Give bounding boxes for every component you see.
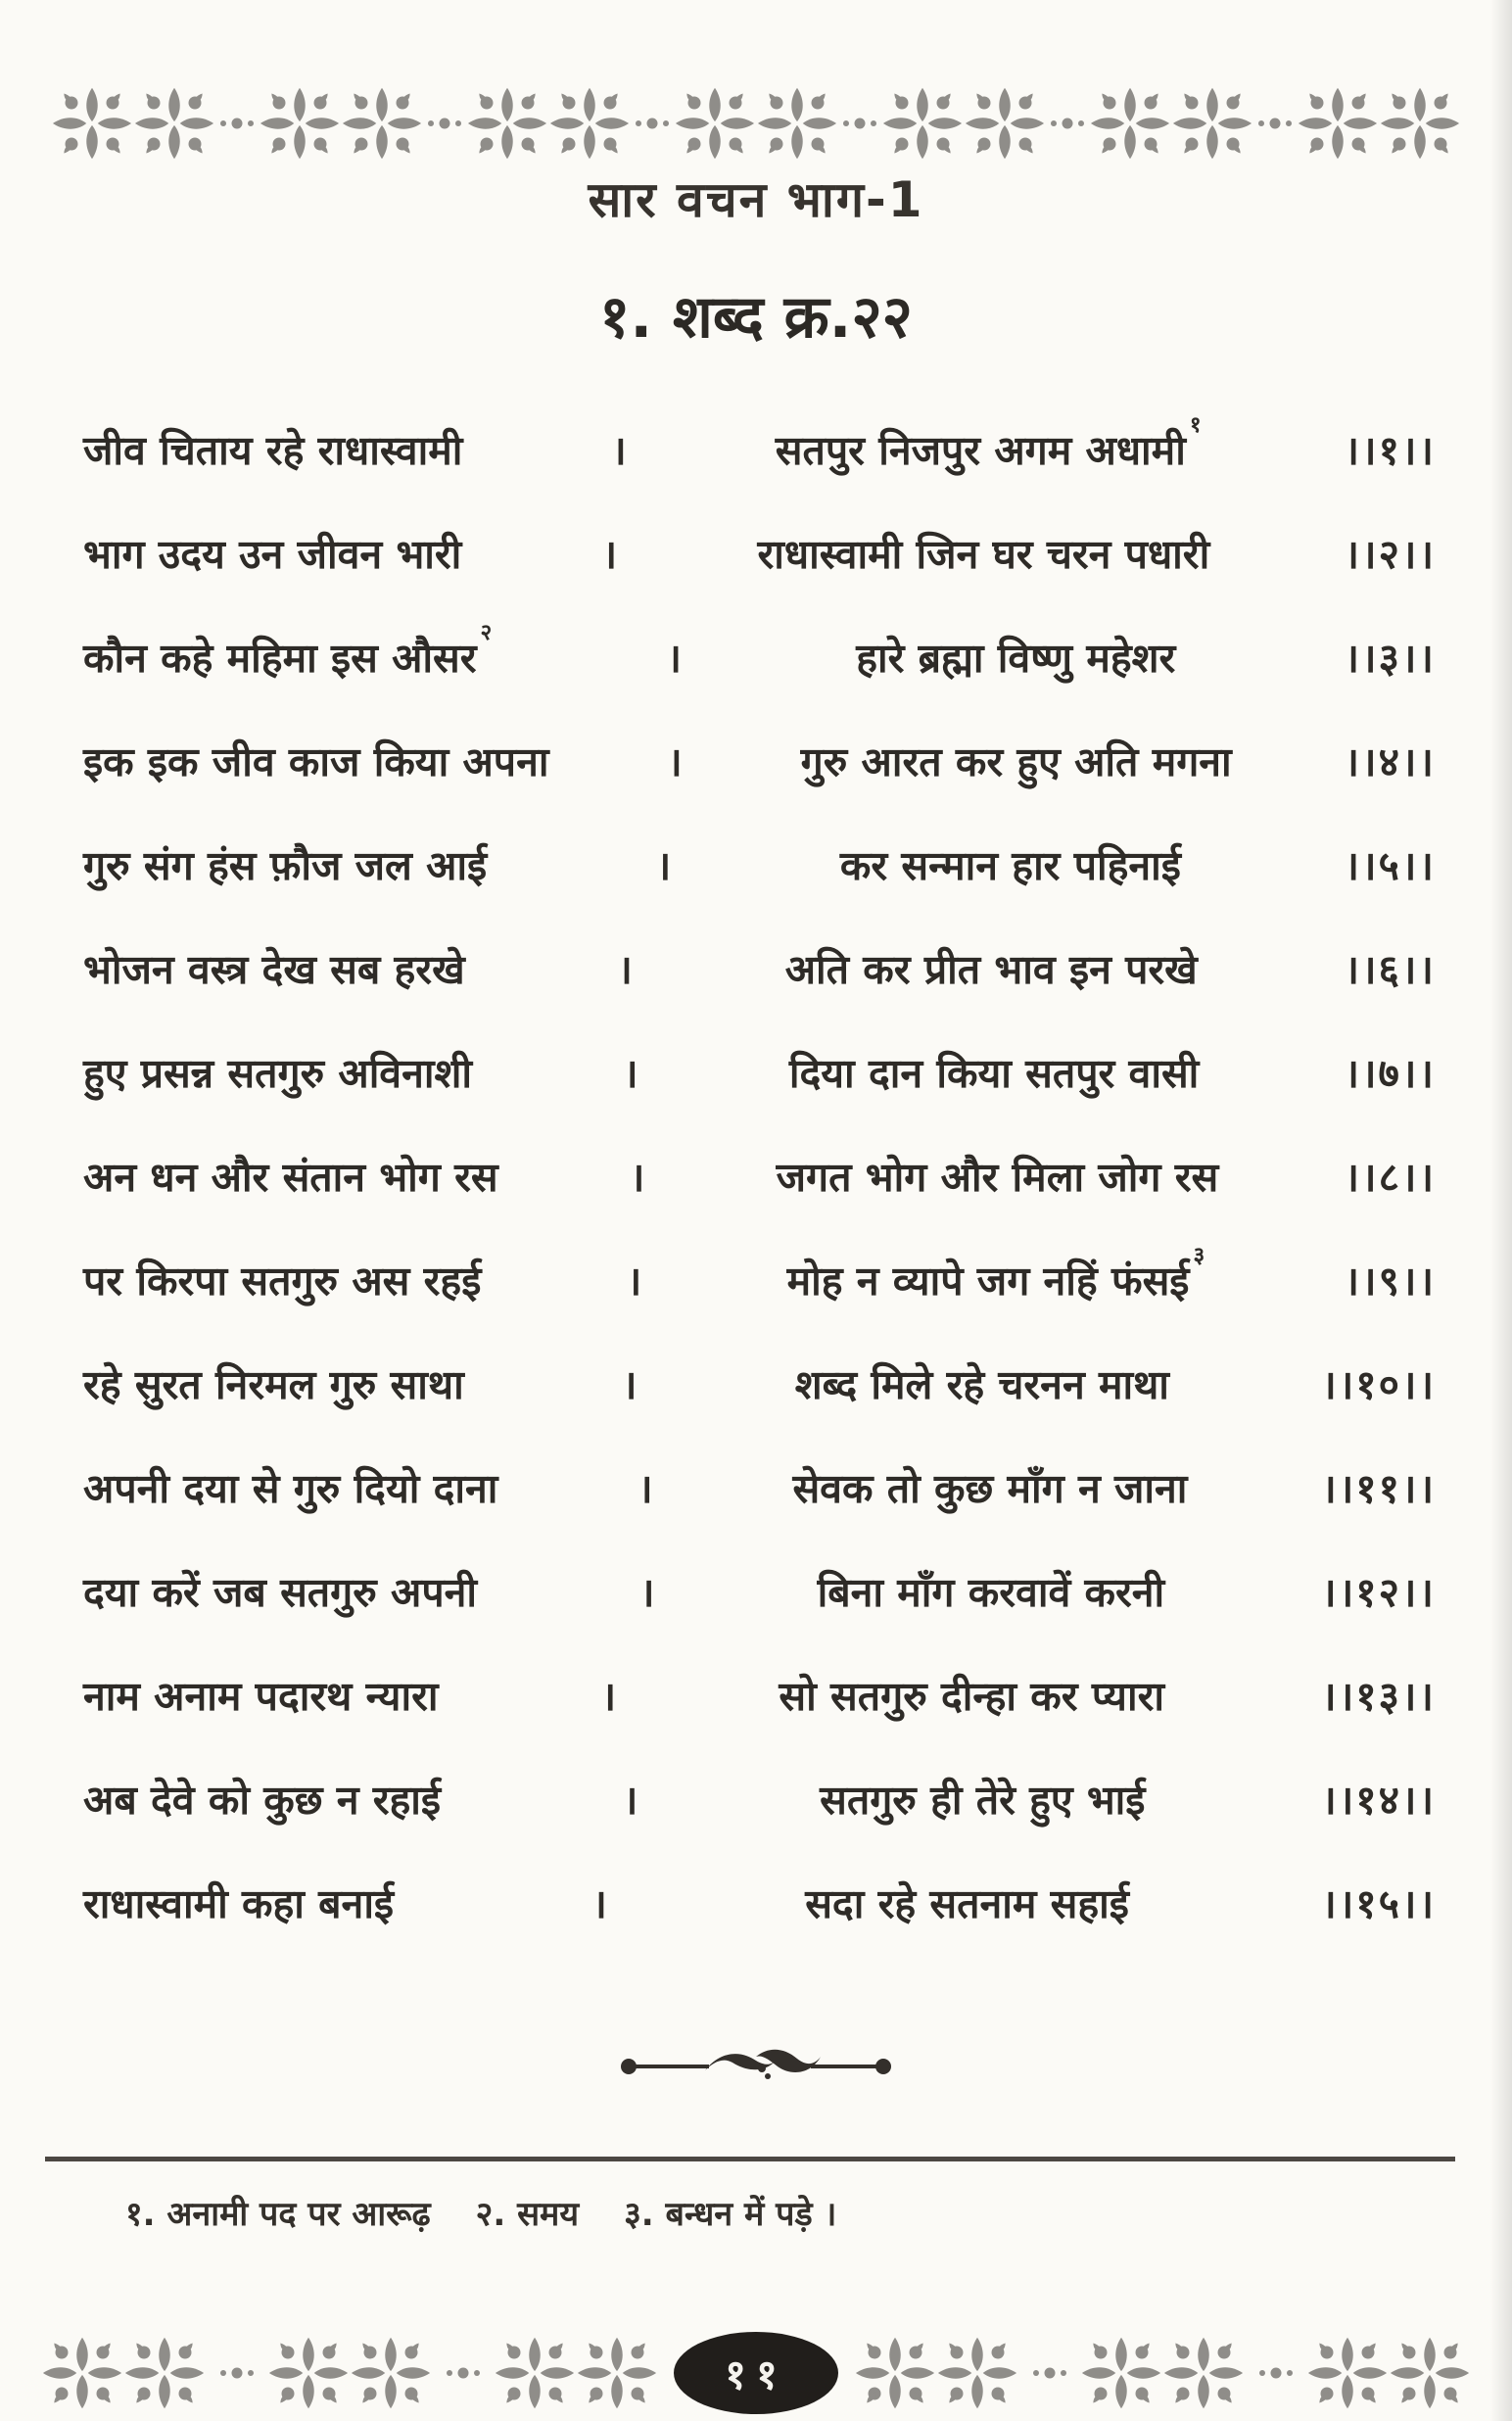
ornament-dot-icon [1256,2365,1296,2381]
verse-second-half: सतपुर निजपुर अगम अधामी [775,427,1186,474]
verse-second-half: मोह न व्यापे जग नहिं फंसई [786,1258,1190,1305]
verse-separator: । [623,1050,638,1097]
ornament-dot-icon [1048,116,1087,131]
floral-ornament-icon [881,85,964,162]
verse-separator: । [666,635,683,682]
floral-ornament-icon [267,2335,350,2411]
verse-first-half: अन धन और संतान भोग रस [83,1154,498,1201]
verse-number: ।।१।। [1344,427,1436,474]
floral-ornament-icon [1080,2335,1162,2411]
verse-second-half-wrap [818,1564,1165,1619]
ornament-dot-icon [1030,2365,1069,2381]
verse-second-half-wrap [785,941,1198,996]
verse-first-half-wrap [83,837,487,892]
ornament-group-left [41,2335,658,2411]
floral-ornament-icon [1306,2335,1389,2411]
verse-first-half: पर किरपा सतगुरु अस रहई [83,1258,482,1305]
ornament-dot-icon [217,116,257,131]
footnote-item: ३. बन्धन में पड़े । [624,2195,837,2234]
floral-ornament-icon [51,85,133,162]
floral-ornament-icon [756,85,838,162]
verse-second-half: शब्द मिले रहे चरनन माथा [794,1361,1169,1408]
floral-ornament-icon [133,85,215,162]
verse-second-half: दिया दान किया सतपुर वासी [788,1050,1200,1097]
ornament-pair [881,85,1046,162]
footnote-ref: ३ [1193,1243,1205,1269]
verse-first-half: इक इक जीव काज किया अपना [83,738,549,785]
verse-first-half: रहे सुरत निरमल गुरु साथा [83,1361,464,1408]
verse-first-half-wrap [83,422,462,477]
floral-ornament-icon [1162,2335,1245,2411]
verse-second-half-wrap [777,1149,1219,1204]
verse-separator: । [611,427,627,474]
verse-second-half: अति कर प्रीत भाव इन परखे [784,946,1198,993]
floral-ornament-icon [466,85,548,162]
footnote-item: १. अनामी पद पर आरूढ़ [125,2195,431,2234]
floral-ornament-icon [548,85,631,162]
verse-first-half-wrap [83,526,461,581]
page-title: सार वचन भाग-1 [588,171,924,228]
verse-first-half-wrap [83,1253,481,1307]
verse-first-half-wrap [83,1356,464,1411]
verse-number: ।।१३।। [1321,1673,1436,1720]
verse-line [83,1851,1436,1955]
floral-ornament-icon [1379,85,1461,162]
verse-line [83,1540,1436,1643]
verse-number: ।।५।। [1344,842,1436,889]
floral-ornament-icon [964,85,1046,162]
verse-first-half: भाग उदय उन जीवन भारी [83,531,462,578]
verse-first-half-wrap [83,1149,498,1204]
verse-number: ।।३।। [1344,635,1436,682]
verse-second-half-wrap [805,1875,1129,1930]
verse-line [83,709,1436,813]
verse-first-half: राधास्वामी कहा बनाई [83,1880,395,1927]
footnote-ref: २ [480,620,493,646]
verse-second-half: सतगुरु ही तेरे हुए भाई [820,1777,1146,1824]
verse-number: ।।९।। [1344,1258,1436,1305]
floral-ornament-icon [259,85,341,162]
verse-line [83,1228,1436,1332]
verse-first-half-wrap [83,1668,438,1723]
flourish-divider-icon [619,2039,893,2090]
verse-second-half-wrap [840,837,1181,892]
bottom-ornament-border [41,2329,1471,2417]
footnote-rule [45,2157,1455,2161]
verse-separator: । [601,531,618,578]
verse-first-half-wrap [83,1564,477,1619]
verse-first-half: अब देवे को कुछ न रहाई [83,1777,442,1824]
ornament-dot-icon [444,2365,483,2381]
verse-line [83,398,1436,501]
verse-number: ।।१२।। [1321,1569,1436,1616]
verse-first-half-wrap [83,941,465,996]
ornament-dot-icon [1255,116,1295,131]
ornament-pair [1089,85,1253,162]
verse-line [83,501,1436,605]
verse-separator: । [621,1361,638,1408]
floral-ornament-icon [1389,2335,1471,2411]
footnotes [125,2190,1434,2235]
ornament-pair [41,2335,206,2411]
ornament-pair [51,85,215,162]
shabd-heading: १. शब्द क्र.२२ [599,283,913,352]
verse-first-half: नाम अनाम पदारथ न्यारा [83,1673,439,1720]
verse-separator: । [600,1673,617,1720]
floral-ornament-icon [494,2335,576,2411]
verse-first-half: गुरु संग हंस फ़ौज जल आई [83,842,488,889]
page-number: ११ [725,2350,787,2398]
ornament-pair [494,2335,658,2411]
page-number-badge [674,2332,838,2414]
verse-second-half-wrap [789,1045,1199,1100]
verse-number: ।।१४।। [1321,1777,1436,1824]
verse-number: ।।१५।। [1321,1880,1436,1927]
floral-ornament-icon [341,85,423,162]
verse-line [83,917,1436,1021]
verse-separator: । [655,842,672,889]
verse-line [83,1021,1436,1124]
verse-number: ।।११।। [1321,1465,1436,1512]
top-ornament-border [51,78,1461,168]
verse-first-half-wrap [83,1045,472,1100]
verse-second-half: सदा रहे सतनाम सहाई [805,1880,1129,1927]
verse-first-half: कौन कहे महिमा इस औसर [83,635,477,682]
floral-ornament-icon [854,2335,936,2411]
footnote-item: २. समय [475,2195,580,2234]
verse-second-half-wrap [820,1772,1145,1827]
ornament-pair [259,85,423,162]
verse-line [83,1124,1436,1228]
verse-separator: । [617,946,633,993]
floral-ornament-icon [123,2335,206,2411]
verse-second-half: सो सतगुरु दीन्हा कर प्यारा [779,1673,1164,1720]
verse-number: ।।७।। [1344,1050,1436,1097]
floral-ornament-icon [350,2335,432,2411]
verse-second-half-wrap [775,412,1202,477]
verse-first-half-wrap [83,620,493,685]
verse-line [83,1643,1436,1747]
section-divider [0,2039,1512,2090]
verse-separator: । [638,1465,653,1512]
ornament-pair [1080,2335,1245,2411]
floral-ornament-icon [1089,85,1171,162]
ornament-dot-icon [840,116,879,131]
verse-first-half: भोजन वस्त्र देख सब हरखे [83,946,465,993]
verse-second-half-wrap [795,1356,1169,1411]
verse-separator: । [639,1569,655,1616]
footnote-ref: १ [1189,412,1202,439]
verse-line [83,605,1436,709]
floral-ornament-icon [1297,85,1379,162]
verse-separator: । [622,1777,638,1824]
verse-number: ।।६।। [1344,946,1436,993]
ornament-dot-icon [425,116,464,131]
verse-first-half: अपनी दया से गुरु दियो दाना [83,1465,498,1512]
verse-line [83,813,1436,917]
ornament-group-right [854,2335,1471,2411]
verse-second-half: राधास्वामी जिन घर चरन पधारी [757,531,1210,578]
ornament-pair [466,85,631,162]
verse-second-half-wrap [758,526,1210,581]
verse-second-half: जगत भोग और मिला जोग रस [776,1154,1219,1201]
floral-ornament-icon [1171,85,1253,162]
verse-second-half-wrap [856,630,1175,685]
verse-separator: । [667,738,683,785]
verse-number: ।।१०।। [1321,1361,1436,1408]
ornament-pair [1297,85,1461,162]
verse-line [83,1436,1436,1540]
verse-first-half: जीव चिताय रहे राधास्वामी [83,427,463,474]
floral-ornament-icon [936,2335,1018,2411]
verse-first-half-wrap [83,1772,441,1827]
verse-second-half-wrap [779,1668,1164,1723]
verse-first-half: हुए प्रसन्न सतगुरु अविनाशी [83,1050,472,1097]
verse-second-half: गुरु आरत कर हुए अति मगना [800,738,1232,785]
verse-list [83,398,1436,1955]
verse-number: ।।४।। [1344,738,1436,785]
ornament-dot-icon [217,2365,257,2381]
verse-second-half: बिना माँग करवावें करनी [817,1569,1165,1616]
verse-line [83,1332,1436,1436]
verse-second-half-wrap [801,734,1232,788]
verse-second-half: सेवक तो कुछ माँग न जाना [792,1465,1188,1512]
verse-second-half: कर सन्मान हार पहिनाई [839,842,1181,889]
floral-ornament-icon [41,2335,123,2411]
ornament-pair [267,2335,432,2411]
ornament-pair [1306,2335,1471,2411]
verse-first-half-wrap [83,734,548,788]
ornament-dot-icon [633,116,672,131]
verse-second-half-wrap [786,1243,1205,1307]
verse-number: ।।८।। [1344,1154,1436,1201]
ornament-pair [674,85,838,162]
verse-number: ।।२।। [1344,531,1436,578]
verse-first-half: दया करें जब सतगुरु अपनी [83,1569,478,1616]
verse-line [83,1747,1436,1851]
verse-second-half: हारे ब्रह्मा विष्णु महेशर [856,635,1176,682]
verse-first-half-wrap [83,1875,394,1930]
floral-ornament-icon [674,85,756,162]
verse-second-half-wrap [792,1460,1187,1515]
ornament-pair [854,2335,1018,2411]
verse-first-half-wrap [83,1460,497,1515]
verse-separator: । [626,1258,642,1305]
verse-separator: । [591,1880,607,1927]
verse-separator: । [629,1154,645,1201]
floral-ornament-icon [576,2335,658,2411]
